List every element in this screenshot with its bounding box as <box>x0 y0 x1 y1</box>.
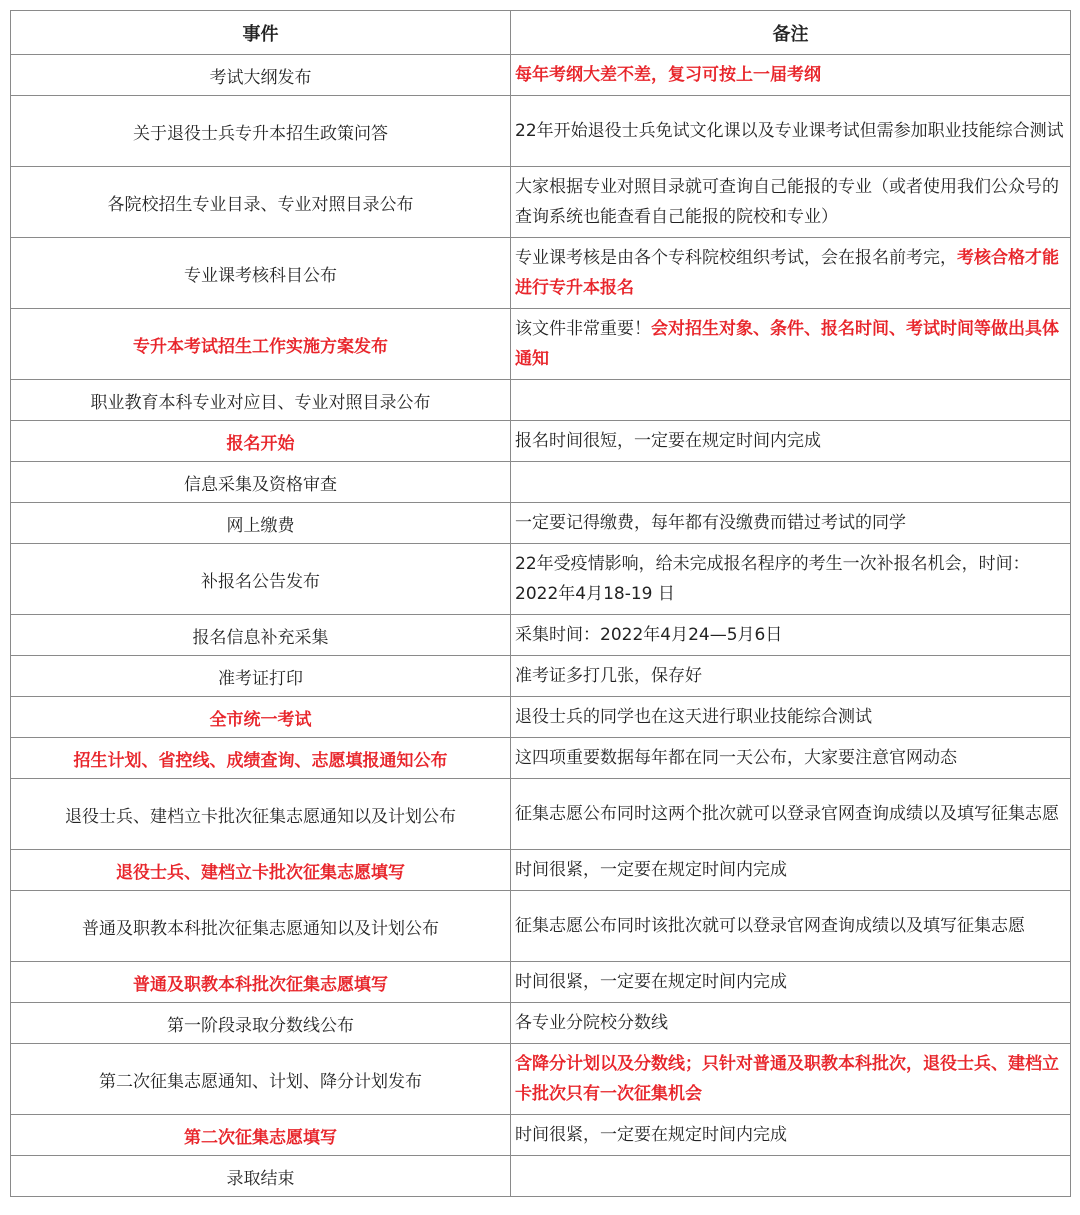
note-cell <box>511 697 1071 738</box>
note-text: 大家根据专业对照目录就可查询自己能报的专业（或者使用我们公众号的查询系统也能查看自己能报的院校和专业） <box>515 177 1059 227</box>
event-cell: 补报名公告发布 <box>11 544 511 615</box>
note-text: 退役士兵的同学也在这天进行职业技能综合测试 <box>515 707 872 727</box>
note-text: 22年开始退役士兵免试文化课以及专业课考试但需参加职业技能综合测试 <box>515 121 1064 141</box>
event-cell: 各院校招生专业目录、专业对照目录公布 <box>11 167 511 238</box>
table-body <box>11 55 1071 1197</box>
note-cell <box>511 615 1071 656</box>
note-cell <box>511 503 1071 544</box>
note-cell <box>511 656 1071 697</box>
header-event: 事件 <box>11 11 511 55</box>
schedule-table <box>10 10 1071 1197</box>
event-cell: 普通及职教本科批次征集志愿填写 <box>11 962 511 1003</box>
note-cell <box>511 96 1071 167</box>
note-cell <box>511 1156 1071 1197</box>
note-text: 采集时间：2022年4月24—5月6日 <box>515 625 783 645</box>
table-row <box>11 779 1071 850</box>
note-cell <box>511 1003 1071 1044</box>
note-cell <box>511 238 1071 309</box>
note-text: 这四项重要数据每年都在同一天公布，大家要注意官网动态 <box>515 748 957 768</box>
note-text: 征集志愿公布同时这两个批次就可以登录官网查询成绩以及填写征集志愿 <box>515 804 1059 824</box>
table-header-row <box>11 11 1071 55</box>
table-row <box>11 1156 1071 1197</box>
note-cell <box>511 421 1071 462</box>
note-highlight: 考核合格才能进行专升本报名 <box>515 248 1059 298</box>
note-text: 该文件非常重要！ <box>515 319 651 339</box>
note-text: 一定要记得缴费，每年都有没缴费而错过考试的同学 <box>515 513 906 533</box>
note-text: 时间很紧，一定要在规定时间内完成 <box>515 1125 787 1145</box>
event-cell: 关于退役士兵专升本招生政策问答 <box>11 96 511 167</box>
table-row <box>11 544 1071 615</box>
table-row <box>11 96 1071 167</box>
note-cell <box>511 167 1071 238</box>
note-cell <box>511 779 1071 850</box>
table-row <box>11 421 1071 462</box>
note-cell <box>511 850 1071 891</box>
note-text: 时间很紧，一定要在规定时间内完成 <box>515 860 787 880</box>
note-text: 22年受疫情影响，给未完成报名程序的考生一次补报名机会，时间：2022年4月18-19 日 <box>515 554 1030 604</box>
event-cell: 报名信息补充采集 <box>11 615 511 656</box>
table-row <box>11 1003 1071 1044</box>
event-cell: 招生计划、省控线、成绩查询、志愿填报通知公布 <box>11 738 511 779</box>
note-cell <box>511 380 1071 421</box>
event-cell: 信息采集及资格审查 <box>11 462 511 503</box>
event-cell: 退役士兵、建档立卡批次征集志愿填写 <box>11 850 511 891</box>
table-row <box>11 891 1071 962</box>
note-cell <box>511 309 1071 380</box>
note-text: 报名时间很短，一定要在规定时间内完成 <box>515 431 821 451</box>
event-cell: 第二次征集志愿填写 <box>11 1115 511 1156</box>
note-cell <box>511 1115 1071 1156</box>
table-row <box>11 615 1071 656</box>
event-cell: 专业课考核科目公布 <box>11 238 511 309</box>
note-highlight: 会对招生对象、条件、报名时间、考试时间等做出具体通知 <box>515 319 1059 369</box>
table-row <box>11 850 1071 891</box>
event-cell: 普通及职教本科批次征集志愿通知以及计划公布 <box>11 891 511 962</box>
event-cell: 第二次征集志愿通知、计划、降分计划发布 <box>11 1044 511 1115</box>
note-text: 各专业分院校分数线 <box>515 1013 668 1033</box>
note-cell <box>511 544 1071 615</box>
table-row <box>11 656 1071 697</box>
table-row <box>11 1115 1071 1156</box>
table-row <box>11 380 1071 421</box>
event-cell: 退役士兵、建档立卡批次征集志愿通知以及计划公布 <box>11 779 511 850</box>
table-row <box>11 309 1071 380</box>
table-row <box>11 167 1071 238</box>
schedule-table-container <box>10 10 1070 1197</box>
note-cell <box>511 738 1071 779</box>
event-cell: 录取结束 <box>11 1156 511 1197</box>
note-cell <box>511 1044 1071 1115</box>
note-highlight: 每年考纲大差不差，复习可按上一届考纲 <box>515 65 821 85</box>
event-cell: 全市统一考试 <box>11 697 511 738</box>
note-text: 时间很紧，一定要在规定时间内完成 <box>515 972 787 992</box>
table-row <box>11 738 1071 779</box>
table-row <box>11 238 1071 309</box>
table-row <box>11 503 1071 544</box>
event-cell: 专升本考试招生工作实施方案发布 <box>11 309 511 380</box>
event-cell: 考试大纲发布 <box>11 55 511 96</box>
table-row <box>11 462 1071 503</box>
event-cell: 准考证打印 <box>11 656 511 697</box>
note-highlight: 含降分计划以及分数线；只针对普通及职教本科批次，退役士兵、建档立卡批次只有一次征集机会 <box>515 1054 1059 1104</box>
note-text: 征集志愿公布同时该批次就可以登录官网查询成绩以及填写征集志愿 <box>515 916 1025 936</box>
note-cell <box>511 462 1071 503</box>
header-note: 备注 <box>511 11 1071 55</box>
event-cell: 第一阶段录取分数线公布 <box>11 1003 511 1044</box>
note-text: 专业课考核是由各个专科院校组织考试，会在报名前考完， <box>515 248 957 268</box>
event-cell: 网上缴费 <box>11 503 511 544</box>
note-cell <box>511 962 1071 1003</box>
event-cell: 报名开始 <box>11 421 511 462</box>
table-row <box>11 697 1071 738</box>
table-row <box>11 55 1071 96</box>
table-row <box>11 1044 1071 1115</box>
table-row <box>11 962 1071 1003</box>
note-text: 准考证多打几张，保存好 <box>515 666 702 686</box>
note-cell <box>511 891 1071 962</box>
event-cell: 职业教育本科专业对应目、专业对照目录公布 <box>11 380 511 421</box>
note-cell <box>511 55 1071 96</box>
